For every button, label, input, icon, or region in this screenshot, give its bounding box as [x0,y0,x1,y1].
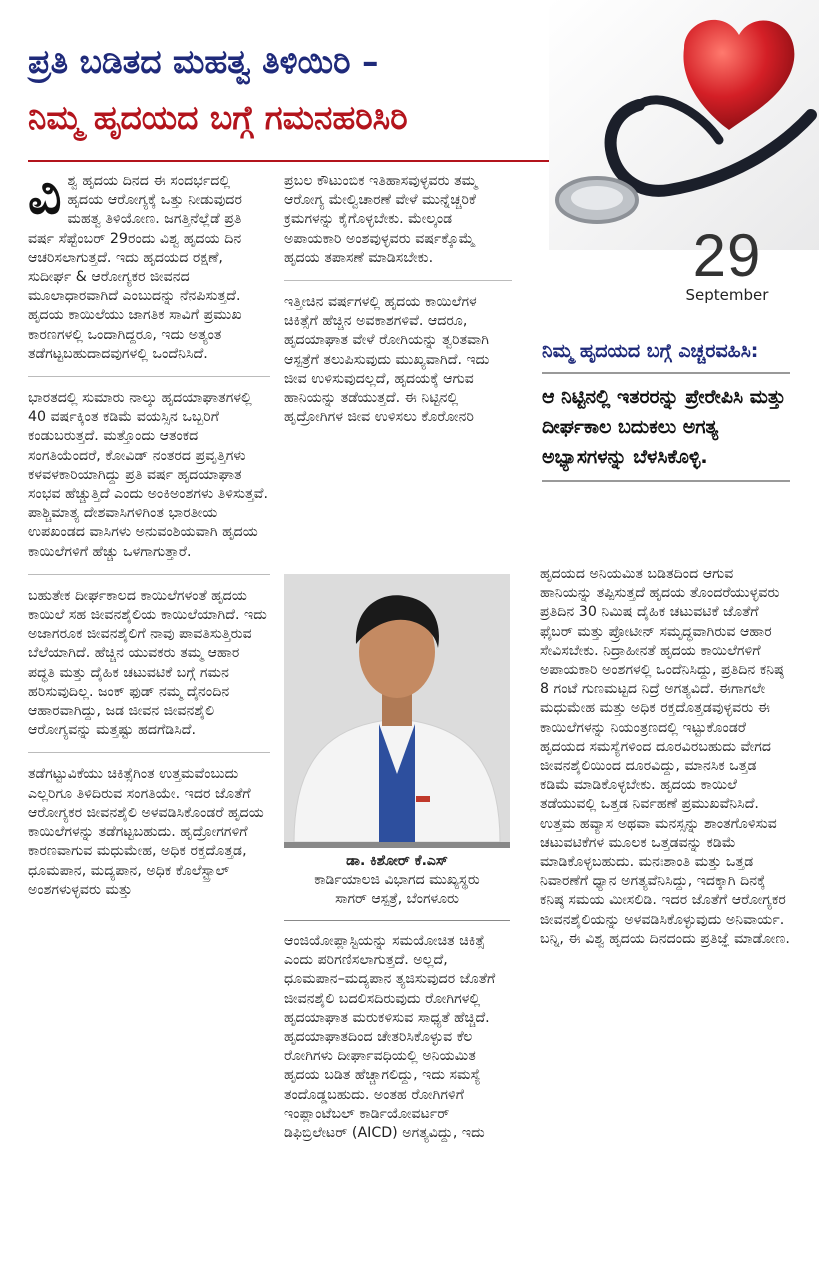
date-month: September [685,286,769,304]
paragraph: ಪ್ರಬಲ ಕೌಟುಂಬಿಕ ಇತಿಹಾಸವುಳ್ಳವರು ತಮ್ಮ ಆರೋಗ್ಯ ಮೇಲ್ವಿಚಾರಣೆ ವೇಳೆ ಮುನ್ನೆಚ್ಚರಿಕೆ ಕ್ರಮಗಳನ್ನು ಕೈಗೊಳ್ಳಬೇಕು. ಮೇಲ್ಕಂಡ ಅಪಾಯಕಾರಿ ಅಂಶವುಳ್ಳವರು ವರ್ಷಕ್ಕೊಮ್ಮೆ ಹೃದಯ ತಪಾಸಣೆ ಮಾಡಿಸಬೇಕು. [284,172,512,281]
date-block [672,222,782,304]
drop-cap: ವಿ [28,166,62,226]
photo-bar [284,842,510,848]
paragraph: ಇತ್ತೀಚಿನ ವರ್ಷಗಳಲ್ಲಿ ಹೃದಯ ಕಾಯಿಲೆಗಳ ಚಿಕಿತ್ಸೆಗೆ ಹೆಚ್ಚಿನ ಅವಕಾಶಗಳಿವೆ. ಆದರೂ, ಹೃದಯಾಘಾತ ವೇಳೆ ರೋಗಿಯನ್ನು ತ್ವರಿತವಾಗಿ ಆಸ್ಪತ್ರೆಗೆ ತಲುಪಿಸುವುದು ಮುಖ್ಯವಾಗಿದೆ. ಇದು ಜೀವ ಉಳಿಸುವುದಲ್ಲದೆ, ಹೃದಯಕ್ಕೆ ಆಗುವ ಹಾನಿಯನ್ನು ತಡೆಯುತ್ತದೆ. ಈ ನಿಟ್ಟಿನಲ್ಲಿ ಹೃದ್ರೋಗಿಗಳ ಜೀವ ಉಳಿಸಲು ಕೊರೋನರಿ [284,294,490,426]
paragraph: ತಡೆಗಟ್ಟುವಿಕೆಯು ಚಿಕಿತ್ಸೆಗಿಂತ ಉತ್ತಮವೆಂಬುದು ಎಲ್ಲರಿಗೂ ತಿಳಿದಿರುವ ಸಂಗತಿಯೇ. ಇದರ ಜೊತೆಗೆ ಆರೋಗ್ಯಕರ ಜೀವನಶೈಲಿ ಅಳವಡಿಸಿಕೊಂಡರೆ ಹೃದಯ ಕಾಯಿಲೆಗಳನ್ನು ತಡೆಗಟ್ಟಬಹುದು. ಹೃದ್ರೋಗಗಳಿಗೆ ಕಾರಣವಾಗುವ ಮಧುಮೇಹ, ಅಧಿಕ ರಕ್ತದೊತ್ತಡ, ಧೂಮಪಾನ, ಮದ್ಯಪಾನ, ಅಧಿಕ ಕೊಲೆಸ್ಟ್ರಾಲ್ ಅಂಶಗಳುಳ್ಳವರು ಮತ್ತು [28,766,264,898]
doctor-org: ಸಾಗರ್ ಆಸ್ಪತ್ರೆ, ಬೆಂಗಳೂರು [335,891,459,907]
doctor-portrait-icon [284,574,510,842]
photo-caption [284,852,510,909]
doctor-photo [284,574,510,842]
article-column-2 [284,172,512,451]
paragraph: ವಿಶ್ವ ಹೃದಯ ದಿನದ ಈ ಸಂದರ್ಭದಲ್ಲಿ ಹೃದಯ ಆರೋಗ್ಯಕ್ಕೆ ಒತ್ತು ನೀಡುವುದರ ಮಹತ್ವ ತಿಳಿಯೋಣ. ಜಗತ್ತಿನೆಲ್ಲೆಡೆ ಪ್ರತಿ ವರ್ಷ ಸೆಪ್ಟೆಂಬರ್ 29ರಂದು ವಿಶ್ವ ಹೃದಯ ದಿನ ಆಚರಿಸಲಾಗುತ್ತದೆ. ಇದು ಹೃದಯದ ರಕ್ಷಣೆ, ಸುದೀರ್ಘ & ಆರೋಗ್ಯಕರ ಜೀವನದ ಮೂಲಾಧಾರವಾಗಿದೆ ಎಂಬುದನ್ನು ನೆನಪಿಸುತ್ತದೆ. ಹೃದಯ ಕಾಯಿಲೆಯು ಜಾಗತಿಕ ಸಾವಿಗೆ ಪ್ರಮುಖ ಕಾರಣಗಳಲ್ಲಿ ಒಂದಾಗಿದ್ದರೂ, ಇದು ಅತ್ಯಂತ ತಡೆಗಟ್ಟಬಹುದಾದವುಗಳಲ್ಲಿ ಒಂದೆನಿಸಿದೆ. [28,172,270,377]
paragraph: ಆಂಜಿಯೋಪ್ಲಾಸ್ಟಿಯನ್ನು ಸಮಯೋಚಿತ ಚಿಕಿತ್ಸೆ ಎಂದು ಪರಿಗಣಿಸಲಾಗುತ್ತದೆ. ಅಲ್ಲದೆ, ಧೂಮಪಾನ–ಮದ್ಯಪಾನ ತ್ಯಜಿಸುವುದರ ಜೊತೆಗೆ ಜೀವನಶೈಲಿ ಬದಲಿಸದಿರುವುದು ರೋಗಿಗಳಲ್ಲಿ ಹೃದಯಾಘಾತ ಮರುಕಳಿಸುವ ಸಾಧ್ಯತೆ ಹೆಚ್ಚಿದೆ. ಹೃದಯಾಘಾತದಿಂದ ಚೇತರಿಸಿಕೊಳ್ಳುವ ಕೆಲ ರೋಗಿಗಳು ದೀರ್ಘಾವಧಿಯಲ್ಲಿ ಅನಿಯಮಿತ ಹೃದಯ ಬಡಿತ ಹೆಚ್ಚಾಗಲಿದ್ದು, ಇದು ಸಮಸ್ಯೆ ತಂದೊಡ್ಡಬಹುದು. ಅಂತಹ ರೋಗಿಗಳಿಗೆ ಇಂಪ್ಲಾಂಟೆಬಲ್ ಕಾರ್ಡಿಯೋವರ್ಟರ್ ಡಿಫಿಬ್ರಿಲೇಟರ್ (AICD) ಅಗತ್ಯವಿದ್ದು, ಇದು [284,933,496,1142]
pull-quote-heading: ನಿಮ್ಮ ಹೃದಯದ ಬಗ್ಗೆ ಎಚ್ಚರವಹಿಸಿ: [542,340,759,362]
headline-line-2: ನಿಮ್ಮ ಹೃದಯದ ಬಗ್ಗೆ ಗಮನಹರಿಸಿರಿ [28,98,408,137]
article-column-3 [540,565,790,973]
article-column-2-continued [284,932,512,1167]
pull-quote-body: ಆ ನಿಟ್ಟಿನಲ್ಲಿ ಇತರರನ್ನು ಪ್ರೇರೇಪಿಸಿ ಮತ್ತು ದೀರ್ಘಕಾಲ ಬದುಕಲು ಅಗತ್ಯ ಅಭ್ಯಾಸಗಳನ್ನು ಬೆಳಸಿಕೊಳ್ಳಿ. [542,386,786,468]
paragraph: ಬಹುತೇಕ ದೀರ್ಘಕಾಲದ ಕಾಯಿಲೆಗಳಂತೆ ಹೃದಯ ಕಾಯಿಲೆ ಸಹ ಜೀವನಶೈಲಿಯ ಕಾಯಿಲೆಯಾಗಿದೆ. ಇದು ಅಜಾಗರೂಕ ಜೀವನಶೈಲಿಗೆ ನಾವು ಪಾವತಿಸುತ್ತಿರುವ ಬೆಲೆಯಾಗಿದೆ. ಹೆಚ್ಚಿನ ಯುವಕರು ತಮ್ಮ ಆಹಾರ ಪದ್ಧತಿ ಮತ್ತು ದೈಹಿಕ ಚಟುವಟಿಕೆ ಬಗ್ಗೆ ಗಮನ ಹರಿಸುವುದಿಲ್ಲ. ಜಂಕ್ ಫುಡ್ ನಮ್ಮ ದೈನಂದಿನ ಆಹಾರವಾಗಿದ್ದು, ಜಡ ಜೀವನ ಜೀವನಶೈಲಿ ಆರೋಗ್ಯವನ್ನು ಮತ್ತಷ್ಟು ಹದಗೆಡಿಸಿದೆ. [28,587,270,754]
doctor-role: ಕಾರ್ಡಿಯಾಲಜಿ ವಿಭಾಗದ ಮುಖ್ಯಸ್ಥರು [314,872,480,888]
headline-rule [28,160,588,162]
article-column-1 [28,166,270,924]
pull-quote [542,336,790,482]
doctor-name: ಡಾ. ಕಿಶೋರ್ ಕೆ.ಎಸ್ [346,853,448,869]
paragraph: ಹೃದಯದ ಅನಿಯಮಿತ ಬಡಿತದಿಂದ ಆಗುವ ಹಾನಿಯನ್ನು ತಪ್ಪಿಸುತ್ತದೆ ಹೃದಯ ತೊಂದರೆಯುಳ್ಳವರು ಪ್ರತಿದಿನ 30 ನಿಮಿಷ ದೈಹಿಕ ಚಟುವಟಿಕೆ ಜೊತೆಗೆ ಫೈಬರ್ ಮತ್ತು ಪ್ರೋಟೀನ್ ಸಮೃದ್ಧವಾಗಿರುವ ಆಹಾರ ಸೇವಿಸಬೇಕು. ನಿದ್ರಾಹೀನತೆ ಹೃದಯ ಕಾಯಿಲೆಗಳಿಗೆ ಅಪಾಯಕಾರಿ ಅಂಶಗಳಲ್ಲಿ ಒಂದೆನಿಸಿದ್ದು, ಪ್ರತಿದಿನ ಕನಿಷ್ಠ 8 ಗಂಟೆ ಗುಣಮಟ್ಟದ ನಿದ್ರೆ ಅಗತ್ಯವಿದೆ. ಈಗಾಗಲೇ ಮಧುಮೇಹ ಮತ್ತು ಅಧಿಕ ರಕ್ತದೊತ್ತಡವುಳ್ಳವರು ಈ ಕಾಯಿಲೆಗಳನ್ನು ನಿಯಂತ್ರಣದಲ್ಲಿ ಇಟ್ಟುಕೊಂಡರೆ ಹೃದಯದ ಸಮಸ್ಯೆಗಳಿಂದ ದೂರವಿರಬಹುದು ವೇಗದ ಜೀವನಶೈಲಿಯಿಂದ ದೂರವಿದ್ದು, ಮಾನಸಿಕ ಒತ್ತಡ ಕಡಿಮೆ ಮಾಡಿಕೊಳ್ಳಬೇಕು. ಹೃದಯ ಕಾಯಿಲೆ ತಡೆಯುವಲ್ಲಿ ಒತ್ತಡ ನಿರ್ವಹಣೆ ಪ್ರಮುಖವೆನಿಸಿದೆ. ಉತ್ತಮ ಹವ್ಯಾಸ ಅಥವಾ ಮನಸ್ಸನ್ನು ಶಾಂತಗೊಳಿಸುವ ಚಟುವಟಿಕೆಗಳ ಮೂಲಕ ಒತ್ತಡವನ್ನು ಕಡಿಮೆ ಮಾಡಿಕೊಳ್ಳಬಹುದು. ಮನಃಶಾಂತಿ ಮತ್ತು ಒತ್ತಡ ನಿವಾರಣೆಗೆ ಧ್ಯಾನ ಅಗತ್ಯವೆನಿಸಿದ್ದು, ಇದಕ್ಕಾಗಿ ದಿನಕ್ಕೆ ಕನಿಷ್ಠ ಸಮಯ ಮೀಸಲಿಡಿ. ಇದರ ಜೊತೆಗೆ ಆರೋಗ್ಯಕರ ಜೀವನಶೈಲಿಯನ್ನು ಅಳವಡಿಸಿಕೊಳ್ಳುವುದು ಅನಿವಾರ್ಯ. ಬನ್ನಿ, ಈ ವಿಶ್ವ ಹೃದಯ ದಿನದಂದು ಪ್ರತಿಜ್ಞೆ ಮಾಡೋಣ. [540,566,790,947]
date-day: 29 [692,222,762,289]
pull-quote-divider [542,480,790,482]
headline-line-1: ಪ್ರತಿ ಬಡಿತದ ಮಹತ್ವ ತಿಳಿಯಿರಿ – [28,42,379,81]
pull-quote-divider [542,372,790,374]
headline [28,36,588,148]
caption-rule [284,920,510,921]
paragraph: ಭಾರತದಲ್ಲಿ ಸುಮಾರು ನಾಲ್ಕು ಹೃದಯಾಘಾತಗಳಲ್ಲಿ 40 ವರ್ಷಕ್ಕಿಂತ ಕಡಿಮೆ ವಯಸ್ಸಿನ ಒಬ್ಬರಿಗೆ ಕಂಡುಬರುತ್ತದೆ. ಮತ್ತೊಂದು ಆತಂಕದ ಸಂಗತಿಯೆಂದರೆ, ಕೋವಿಡ್ ನಂತರದ ಪ್ರವೃತ್ತಿಗಳು ಕಳವಳಕಾರಿಯಾಗಿದ್ದು ಪ್ರತಿ ವರ್ಷ ಹೃದಯಾಘಾತ ಸಂಭವ ಹೆಚ್ಚುತ್ತಿದೆ ಎಂದು ಅಂಕಿಅಂಶಗಳು ತಿಳಿಸುತ್ತವೆ. ಪಾಶ್ಚಿಮಾತ್ಯ ದೇಶವಾಸಿಗಳಿಗಿಂತ ಭಾರತೀಯ ಉಪಖಂಡದ ವಾಸಿಗಳು ಅನುವಂಶಿಯವಾಗಿ ಹೃದಯ ಕಾಯಿಲೆಗಳಿಗೆ ಹೆಚ್ಚು ಒಳಗಾಗುತ್ತಾರೆ. [28,389,270,575]
heart-stethoscope-image [549,0,819,250]
